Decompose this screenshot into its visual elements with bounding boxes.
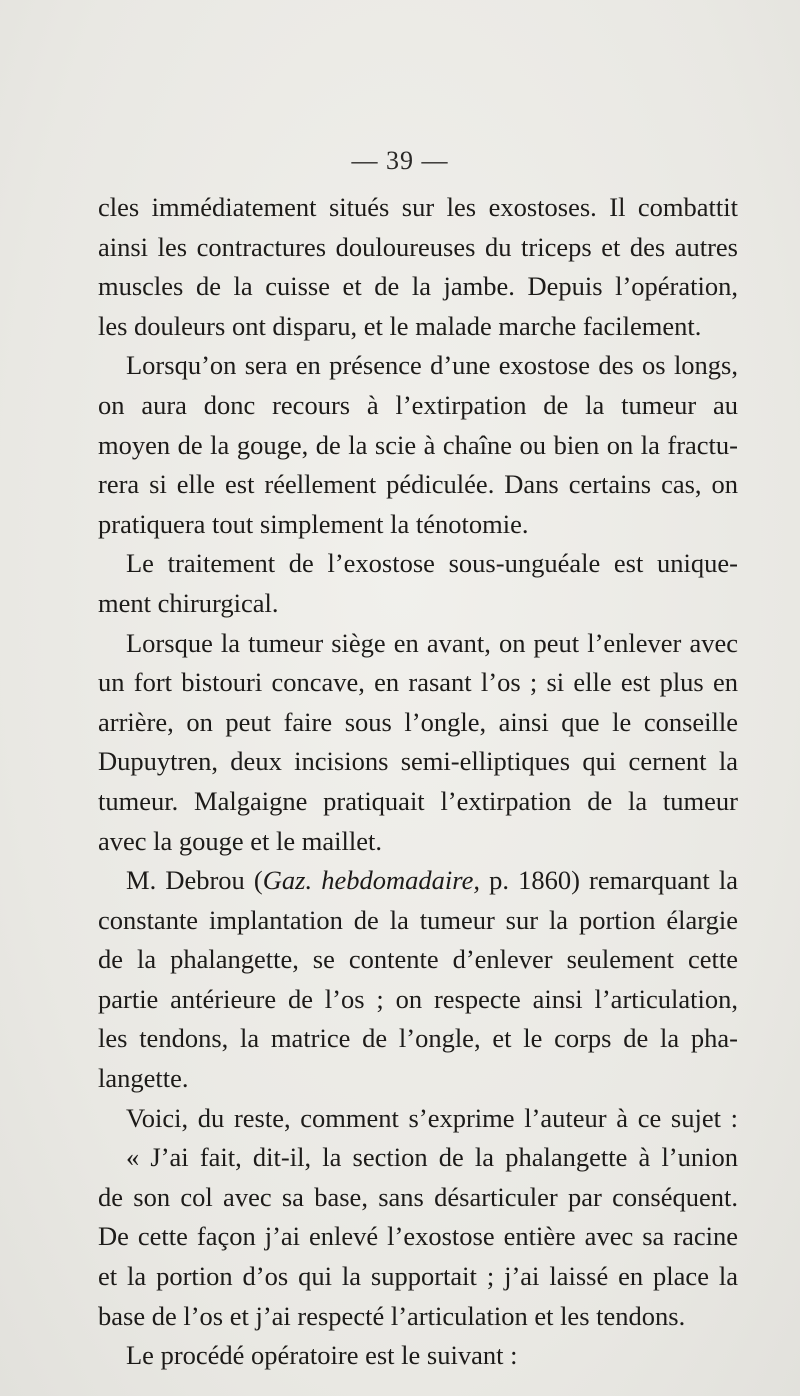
page-number: — 39 —	[351, 146, 449, 175]
text-line: langette.	[98, 1063, 189, 1094]
text-line: pratiquera tout simplement la ténotomie.	[98, 508, 529, 539]
text-line: et la portion d’os qui la supportait ; j’ai laissé en place la	[98, 1261, 738, 1292]
text-line: les tendons, la matrice de l’ongle, et le corps de la pha-	[98, 1023, 738, 1054]
text-line: muscles de la cuisse et de la jambe. Depuis l’opération,	[98, 271, 738, 302]
text-line: Lorsque la tumeur siège en avant, on peut l’enlever avec	[126, 627, 738, 658]
text-line: les douleurs ont disparu, et le malade marche facilement.	[98, 310, 702, 341]
text-line: partie antérieure de l’os ; on respecte ainsi l’articulation,	[98, 983, 738, 1014]
body-text	[98, 188, 738, 1376]
text-line: ainsi les contractures douloureuses du triceps et des autres	[98, 231, 738, 262]
citation-title: Gaz. hebdomadaire,	[262, 865, 480, 896]
text-line: rera si elle est réellement pédiculée. Dans certains cas, on	[98, 469, 738, 500]
text-line	[98, 861, 738, 901]
text-line: Le traitement de l’exostose sous-unguéale est unique-	[126, 548, 738, 579]
text-line: base de l’os et j’ai respecté l’articulation et les tendons.	[98, 1300, 686, 1331]
text-line: un fort bistouri concave, en rasant l’os ; si elle est plus en	[98, 667, 738, 698]
text-line: arrière, on peut faire sous l’ongle, ainsi que le conseille	[98, 706, 738, 737]
text-line: de la phalangette, se contente d’enlever seulement cette	[98, 944, 738, 975]
text-line: « J’ai fait, dit-il, la section de la phalangette à l’union	[126, 1142, 738, 1173]
text-line: Lorsqu’on sera en présence d’une exostose des os longs,	[126, 350, 738, 381]
text-line: Le procédé opératoire est le suivant :	[126, 1340, 518, 1371]
text-line: Dupuytren, deux incisions semi-elliptiques qui cernent la	[98, 746, 738, 777]
text-line: on aura donc recours à l’extirpation de la tumeur au	[98, 389, 738, 420]
text-line: tumeur. Malgaigne pratiquait l’extirpation de la tumeur	[98, 785, 738, 816]
text-line: constante implantation de la tumeur sur la portion élargie	[98, 904, 738, 935]
text-line: Voici, du reste, comment s’exprime l’auteur à ce sujet :	[126, 1102, 738, 1133]
text-line: moyen de la gouge, de la scie à chaîne ou bien on la fractu-	[98, 429, 738, 460]
text-line: cles immédiatement situés sur les exostoses. Il combattit	[98, 192, 738, 222]
text-segment: p. 1860) remarquant la	[479, 865, 738, 896]
text-line: De cette façon j’ai enlevé l’exostose entière avec sa racine	[98, 1221, 738, 1252]
text-line: ment chirurgical.	[98, 587, 279, 618]
text-line: de son col avec sa base, sans désarticuler par conséquent.	[98, 1181, 738, 1212]
text-line: avec la gouge et le maillet.	[98, 825, 383, 856]
text-segment: M. Debrou (	[126, 865, 263, 896]
